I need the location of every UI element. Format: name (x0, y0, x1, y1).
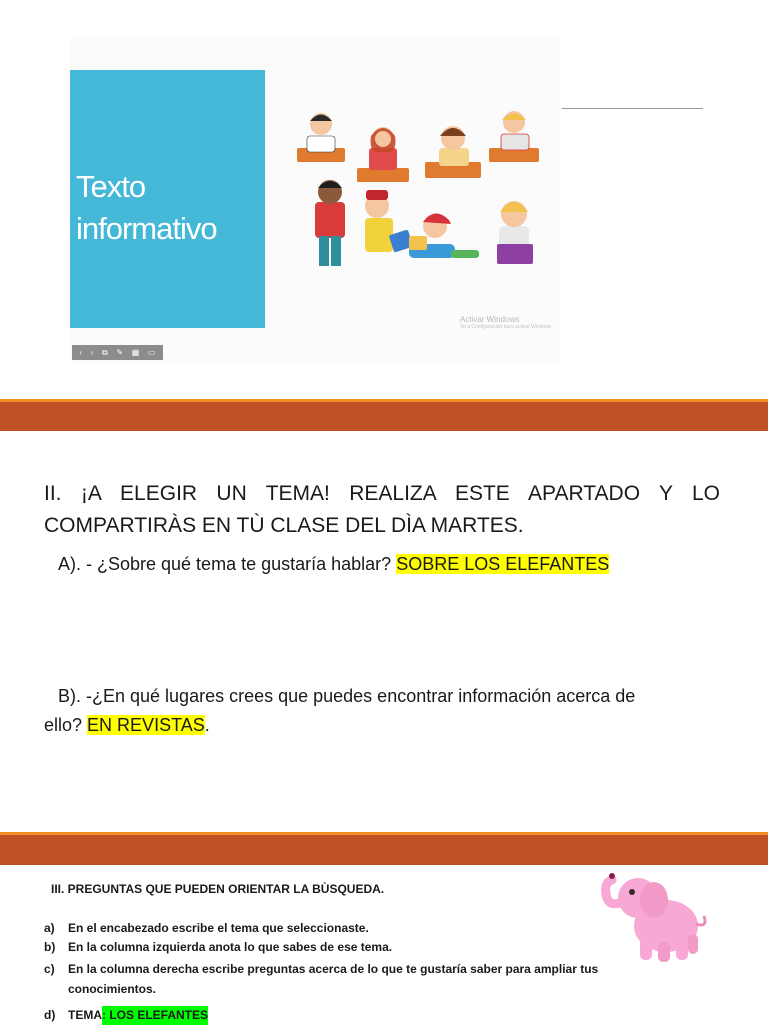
list-item (44, 938, 392, 957)
band-bar (0, 835, 768, 865)
pen-icon[interactable]: ✎ (116, 347, 124, 357)
list-item-label: a) (44, 921, 55, 935)
section-2-heading-line-2: COMPARTIRÀS EN TÙ CLASE DEL DÌA MARTES. (44, 514, 524, 537)
list-item (44, 960, 598, 979)
question-b-period: . (204, 715, 210, 735)
list-item-text: En el encabezado escribe el tema que seleccionaste. (68, 921, 369, 935)
topic-highlight: : LOS ELEFANTES (102, 1006, 208, 1025)
slide-title-line-1: Texto (76, 169, 146, 204)
slide-title (76, 166, 262, 250)
list-item-label (44, 980, 68, 999)
slide-separator-band-2 (0, 832, 768, 865)
answer-b: EN REVISTAS (87, 715, 205, 735)
kid-2 (357, 127, 409, 182)
question-b-line-1: B). -¿En qué lugares crees que puedes encontrar información acerca de (58, 686, 636, 706)
watermark-title: Activar Windows (460, 315, 520, 324)
kid-5 (315, 180, 345, 266)
slide-1 (0, 0, 768, 398)
kid-4 (489, 111, 539, 162)
question-b-text: ello? (44, 715, 83, 735)
title-box (70, 70, 265, 328)
list-item (44, 1006, 208, 1025)
chevron-left-icon[interactable]: ‹ (79, 347, 82, 357)
copy-icon[interactable]: ⧉ (102, 347, 108, 357)
band-bar (0, 402, 768, 431)
kid-7 (409, 213, 479, 258)
divider-line (562, 108, 703, 109)
kid-8 (497, 201, 533, 264)
list-item-label: b) (44, 940, 56, 954)
slide-toolbar (72, 345, 163, 360)
chevron-right-icon[interactable]: › (90, 347, 94, 357)
comment-icon[interactable]: ▭ (148, 347, 156, 357)
section-2-heading-line-1: II. ¡A ELEGIR UN TEMA! REALIZA ESTE APARTADO Y LO (44, 482, 720, 505)
list-item (44, 919, 369, 938)
question-a (58, 550, 609, 578)
list-item-label: c) (44, 962, 55, 976)
answer-a: SOBRE LOS ELEFANTES (396, 554, 610, 574)
grid-icon[interactable]: ▦ (131, 347, 140, 357)
kid-1 (297, 113, 345, 162)
question-a-text: A). - ¿Sobre qué tema te gustaría hablar? (58, 554, 392, 574)
question-b-line-2 (44, 711, 210, 739)
list-item-text: En la columna derecha escribe preguntas acerca de lo que te gustaría saber para ampliar tus (68, 962, 599, 976)
list-item-label: d) (44, 1008, 56, 1022)
watermark-subtitle: Ve a Configuración para activar Windows (460, 324, 552, 330)
list-item-text: conocimientos. (68, 982, 157, 996)
list-item-text: En la columna izquierda anota lo que sabes de ese tema. (68, 940, 393, 954)
list-item (44, 980, 156, 999)
list-item-text: TEMA (68, 1008, 102, 1022)
kid-3 (425, 126, 481, 178)
children-reading-illustration (293, 108, 555, 288)
slide-separator-band-1 (0, 399, 768, 431)
kid-6 (365, 190, 413, 253)
elephant-illustration (600, 868, 712, 970)
slide-title-line-2: informativo (76, 211, 217, 246)
section-3-title: III. PREGUNTAS QUE PUEDEN ORIENTAR LA BÙSQUEDA. (51, 882, 385, 896)
